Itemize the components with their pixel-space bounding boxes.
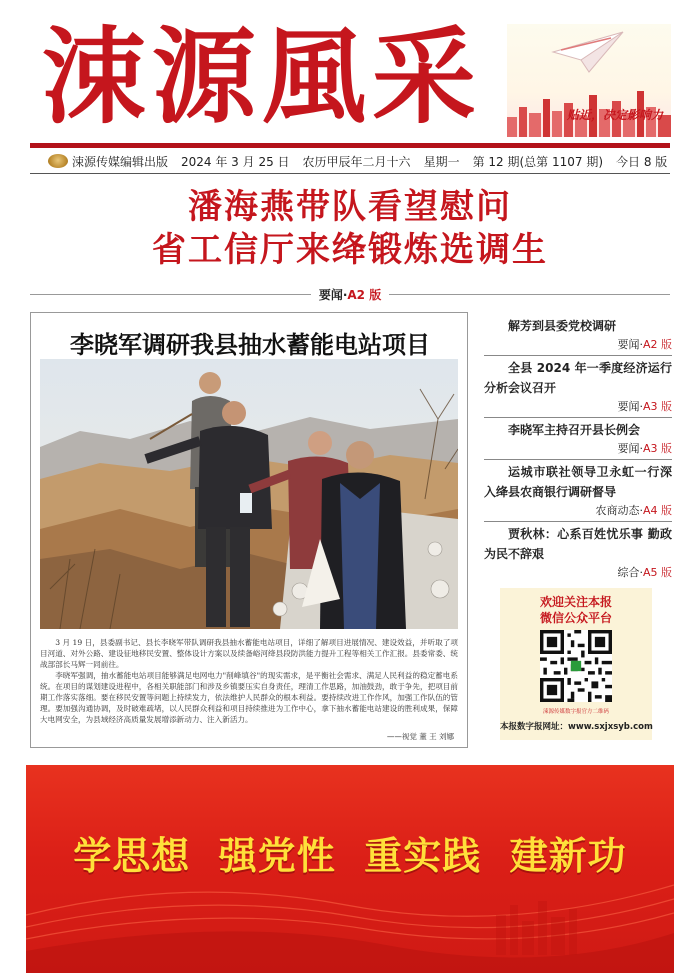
qr-code-icon[interactable] (540, 630, 612, 702)
news-briefs (484, 316, 672, 585)
brief-page: A3 版 (642, 442, 672, 455)
masthead-rule (30, 143, 670, 148)
headline-line-2: 省工信厅来绛锻炼选调生 (152, 230, 548, 270)
brief-title: 全县 2024 年一季度经济运行分析会议召开 (484, 361, 672, 395)
paper-plane-icon (551, 30, 625, 74)
brief-item[interactable] (484, 358, 672, 418)
brief-item[interactable] (484, 524, 672, 583)
brief-section (484, 502, 672, 522)
brief-page: A2 版 (642, 338, 672, 351)
brief-item[interactable] (484, 420, 672, 460)
lead-article-body (40, 637, 458, 725)
qr-title-line-2: 微信公众平台 (539, 611, 612, 625)
issue-info-row (30, 150, 670, 172)
article-byline: ——视觉 董 王 刘娜 (386, 732, 454, 741)
issue-number: 第 12 期(总第 1107 期) (472, 154, 604, 169)
brief-page: A5 版 (642, 566, 672, 579)
lead-article[interactable] (30, 312, 468, 748)
section-page: A2 版 (347, 287, 382, 302)
ad-slogan: 贴近，决定影响力 (567, 108, 664, 122)
brief-section-label: 要闻· (617, 338, 643, 351)
brief-page: A4 版 (642, 504, 672, 517)
brief-item[interactable] (484, 462, 672, 522)
brief-title: 运城市联社领导卫永虹一行深入绛县农商银行调研督导 (484, 465, 672, 499)
lead-article-title: 李晓军调研我县抽水蓄能电站项目 (70, 330, 430, 359)
lunar-date: 农历甲辰年二月十六 (302, 154, 411, 169)
issue-rule (30, 173, 670, 174)
qr-note: 涑源传媒数字报官方二维码 (542, 709, 609, 715)
brief-section (484, 564, 672, 583)
brief-title: 李晓军主持召开县长例会 (508, 423, 641, 437)
section-ref (311, 286, 389, 303)
lead-article-photo (40, 359, 458, 629)
section-label: 要闻· (318, 287, 348, 302)
website-url[interactable] (500, 720, 652, 732)
publisher: 涑源传媒编辑出版 (72, 154, 169, 169)
brief-title: 贾秋林：心系百姓忧乐事 勤政为民不辞艰 (484, 527, 672, 561)
brief-section-label: 综合· (617, 566, 643, 579)
divider (389, 294, 670, 295)
divider (30, 294, 311, 295)
brief-section-label: 农商动态· (595, 504, 643, 517)
headline-section-tag[interactable] (30, 285, 670, 303)
main-headline[interactable] (40, 186, 660, 272)
brief-section-label: 要闻· (617, 400, 643, 413)
brief-page: A3 版 (642, 400, 672, 413)
brief-section-label: 要闻· (617, 442, 643, 455)
website-url-label: 本报数字报网址： (500, 722, 569, 732)
brief-section (484, 336, 672, 356)
qr-title-line-1: 欢迎关注本报 (539, 595, 612, 609)
banner-slogan: 学思想 强党性 重实践 建新功 (73, 834, 627, 878)
brief-section (484, 398, 672, 418)
page-count: 今日 8 版 (616, 154, 668, 169)
slogan-banner (26, 765, 674, 973)
brief-section (484, 440, 672, 460)
masthead-ad (507, 24, 671, 137)
brief-title: 解芳到县委党校调研 (508, 319, 617, 333)
wechat-qr-panel (500, 588, 652, 740)
issue-date: 2024 年 3 月 25 日 (181, 154, 290, 169)
masthead-title: 涑源風采 (42, 15, 483, 138)
website-url-value: www.sxjxsyb.com (568, 722, 653, 732)
article-paragraph: 3 月 19 日，县委副书记、县长李晓军带队调研我县抽水蓄能电站项目，详细了解项目进展情况、建设效益，并听取了项目河道、对外公路、建设征地移民安置、整体设计方案以及续备峪河绛县段防洪能力提升工程等相关工作汇报。县委常委、统战部部长马辉一同前往。 (40, 638, 458, 669)
publisher-logo-icon (48, 154, 68, 168)
brief-item[interactable] (484, 316, 672, 356)
weekday: 星期一 (423, 154, 460, 169)
qr-title (500, 594, 652, 626)
article-paragraph: 李晓军强调，抽水蓄能电站项目能够满足电网电力"削峰填谷"的现实需求，是平衡社会需求、满足人民利益的稳定蓄电系统。在项目的谋划建设进程中，各相关职能部门和涉及乡镇要压实自身责任，理清工作思路，加油鼓劲，敢于争先，把项目前期工作落实落细。要在移民安置等问题上持续发力，依法维护人民群众的根本利益。要持续改进工作作风，加强工作队伍的管理。要加强沟通协调，及时破难疏堵，以人民群众利益和项目持续推进为工作中心，拿下抽水蓄能电站建设的胜利成果，保障大电网安全，为县域经济高质量发展增添新动力、注入新活力。 (40, 671, 458, 724)
headline-line-1: 潘海燕带队看望慰问 (188, 187, 512, 227)
